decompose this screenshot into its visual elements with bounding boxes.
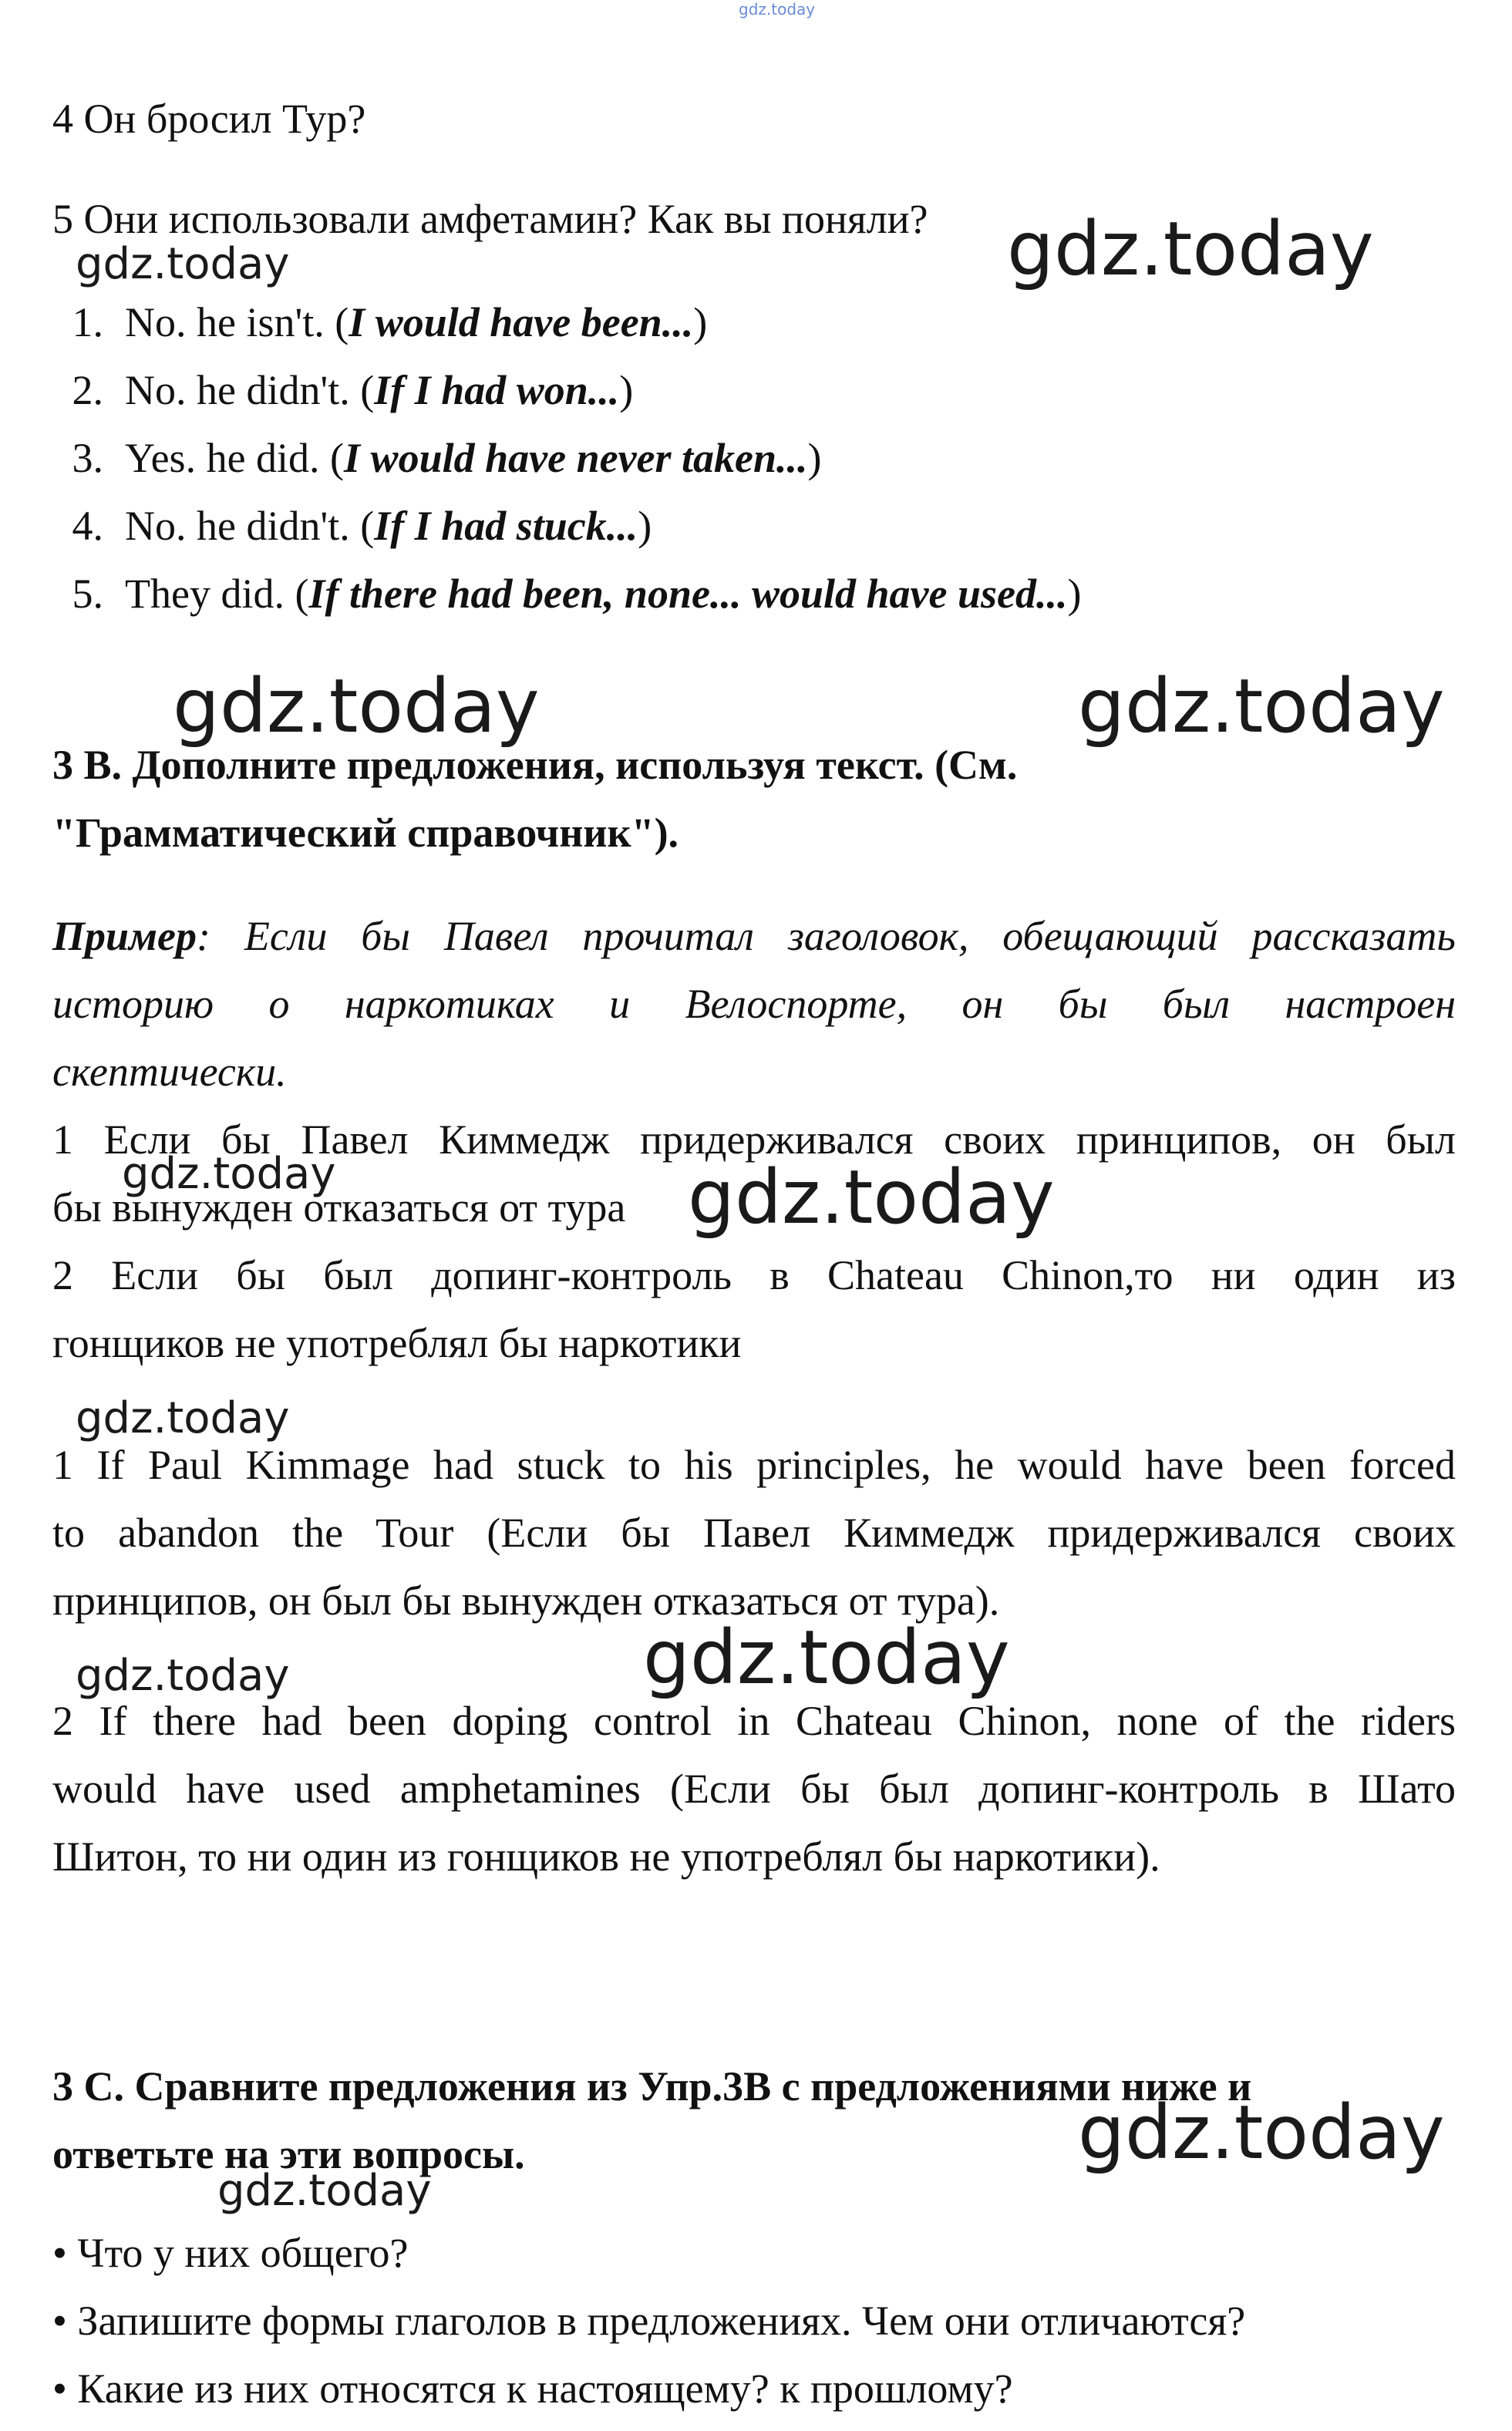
list-item: 1. No. he isn't. (I would have been...) — [72, 299, 708, 345]
answer2-line3: Шитон, то ни один из гонщиков не употреблял бы наркотики). — [52, 1833, 1160, 1880]
item1-line1: 1 Если бы Павел Киммедж придерживался своих принципов, он был — [52, 1116, 1456, 1163]
question-5: 5 Они использовали амфетамин? Как вы поняли? — [52, 196, 928, 242]
watermark-top: gdz.today — [739, 0, 816, 19]
watermark: gdz.today — [173, 663, 540, 749]
answer1-line2: to abandon the Tour (Если бы Павел Киммедж придерживался своих — [52, 1510, 1456, 1556]
answer2-line1: 2 If there had been doping control in Chateau Chinon, none of the riders — [52, 1698, 1456, 1744]
list-item: 3. Yes. he did. (I would have never taken...) — [72, 435, 822, 481]
bullet-item: • Запишите формы глаголов в предложениях. Чем они отличаются? — [52, 2298, 1246, 2344]
watermark: gdz.today — [76, 1393, 290, 1443]
example-line3: скептически. — [52, 1049, 287, 1095]
item2-line1: 2 Если бы был допинг-контроль в Chateau Chinon,то ни один из — [52, 1252, 1456, 1298]
answer1-line1: 1 If Paul Kimmage had stuck to his principles, he would have been forced — [52, 1442, 1456, 1488]
question-4: 4 Он бросил Тур? — [52, 96, 366, 142]
example-line2: историю о наркотиках и Велоспорте, он бы был настроен — [52, 981, 1456, 1027]
list-item: 4. No. he didn't. (If I had stuck...) — [72, 503, 652, 549]
item1-line2: бы вынужден отказаться от тура — [52, 1184, 626, 1231]
watermark: gdz.today — [688, 1154, 1055, 1241]
watermark: gdz.today — [1078, 2089, 1445, 2176]
example-line1: Пример: Если бы Павел прочитал заголовок, обещающий рассказать — [52, 913, 1456, 959]
example-label: Пример — [52, 913, 197, 959]
answer2-line2: would have used amphetamines (Если бы был допинг-контроль в Шато — [52, 1766, 1456, 1812]
watermark: gdz.today — [217, 2166, 432, 2216]
watermark: gdz.today — [76, 1651, 290, 1701]
watermark: gdz.today — [76, 239, 290, 289]
item2-line2: гонщиков не употреблял бы наркотики — [52, 1320, 742, 1366]
watermark: gdz.today — [643, 1614, 1010, 1701]
section-3b-heading-line2: "Грамматический справочник"). — [52, 810, 679, 856]
list-item: 5. They did. (If there had been, none... would have used...) — [72, 571, 1082, 617]
bullet-item: • Какие из них относятся к настоящему? к прошлому? — [52, 2365, 1013, 2412]
watermark: gdz.today — [122, 1149, 336, 1199]
bullet-item: • Что у них общего? — [52, 2230, 409, 2276]
section-3c-heading-line2: ответьте на эти вопросы. — [52, 2131, 525, 2177]
section-3b-heading-line1: 3 B. Дополните предложения, используя текст. (См. — [52, 742, 1018, 788]
answer1-line3: принципов, он был бы вынужден отказаться от тура). — [52, 1577, 1000, 1624]
watermark: gdz.today — [1007, 206, 1374, 292]
list-item: 2. No. he didn't. (If I had won...) — [72, 367, 634, 413]
watermark: gdz.today — [1078, 663, 1445, 749]
section-3c-heading-line1: 3 C. Сравните предложения из Упр.3B с предложениями ниже и — [52, 2063, 1252, 2109]
